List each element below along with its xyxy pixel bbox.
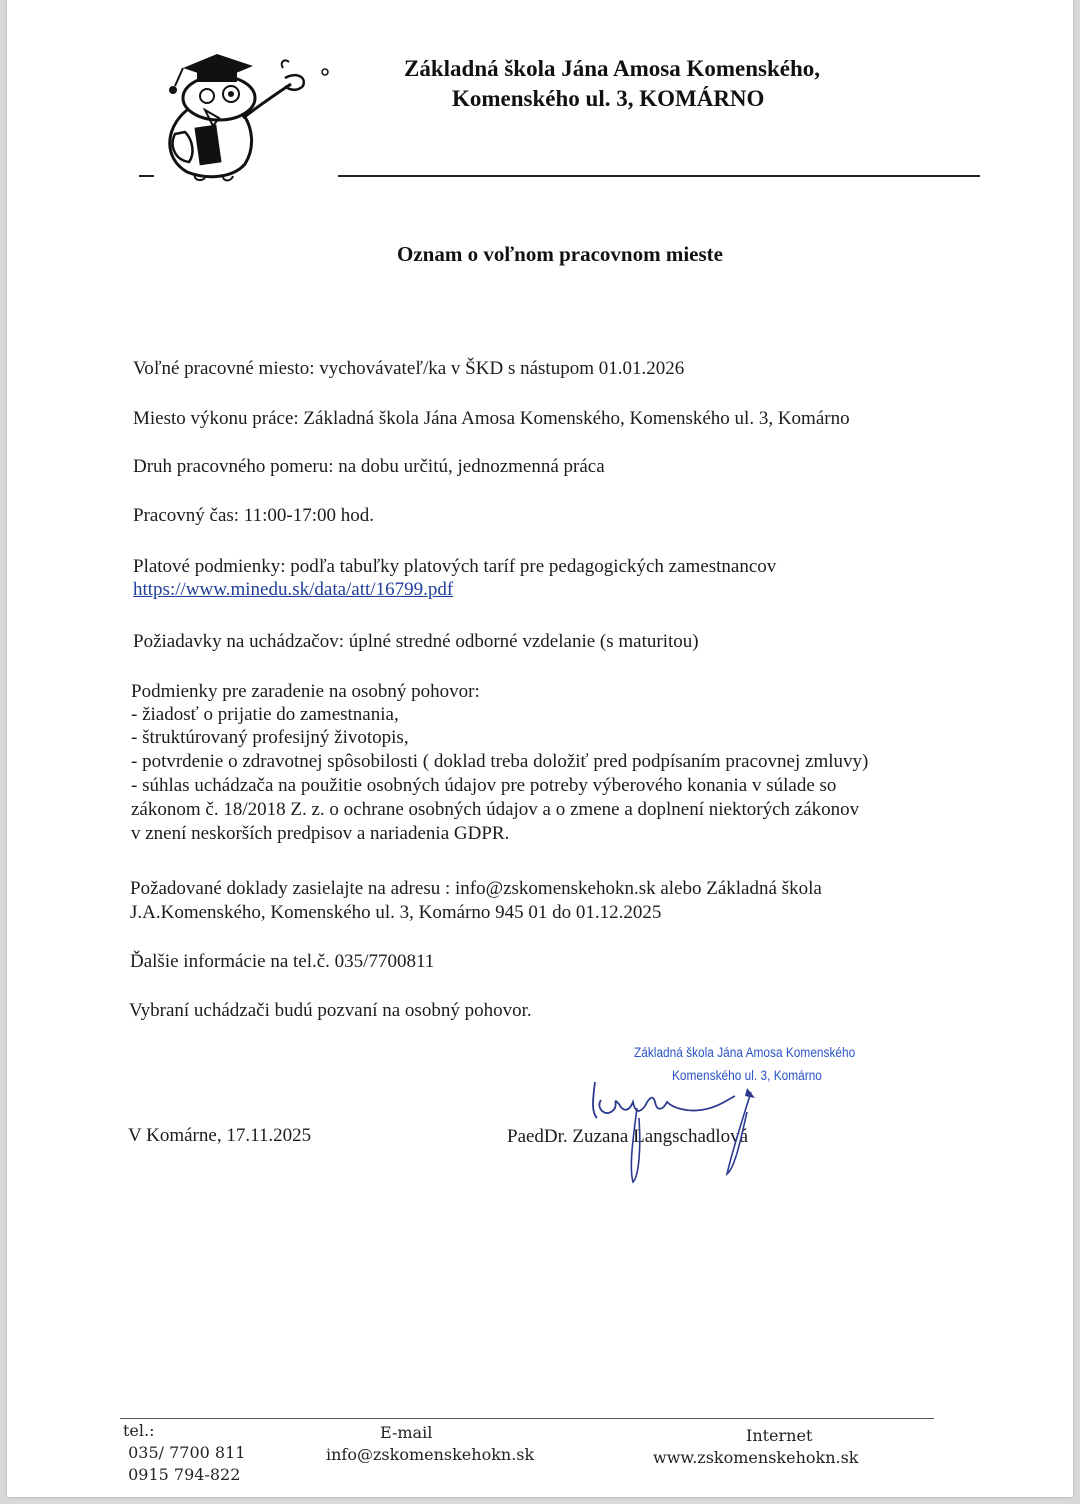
footer-website: www.zskomenskehokn.sk bbox=[653, 1448, 859, 1467]
interview-conditions-heading: Podmienky pre zaradenie na osobný pohovor: bbox=[131, 681, 480, 702]
salary-line: Platové podmienky: podľa tabuľky platových taríf pre pedagogických zamestnancov bbox=[133, 556, 777, 577]
interview-condition-item: - žiadosť o prijatie do zamestnania, bbox=[131, 704, 399, 725]
handwritten-signature-icon bbox=[567, 1078, 787, 1188]
interview-condition-item: - potvrdenie o zdravotnej spôsobilosti ( doklad treba doložiť pred podpísaním pracovnej zmluvy) bbox=[131, 751, 869, 772]
signatory-name: PaedDr. Zuzana Langschadlová bbox=[507, 1126, 749, 1147]
more-info-line: Ďalšie informácie na tel.č. 035/7700811 bbox=[130, 951, 435, 972]
school-address: Komenského ul. 3, KOMÁRNO bbox=[452, 86, 765, 111]
school-stamp-line-2: Komenského ul. 3, Komárno bbox=[672, 1068, 822, 1083]
position-line: Voľné pracovné miesto: vychovávateľ/ka v ŠKD s nástupom 01.01.2026 bbox=[133, 358, 685, 379]
footer-rule bbox=[120, 1418, 934, 1419]
document-page bbox=[7, 0, 1073, 1497]
school-name: Základná škola Jána Amosa Komenského, bbox=[404, 56, 821, 81]
documents-line-1: Požadované doklady zasielajte na adresu : info@zskomenskehokn.sk alebo Základná škola bbox=[130, 878, 822, 899]
workplace-line: Miesto výkonu práce: Základná škola Jána Amosa Komenského, Komenského ul. 3, Komárno bbox=[133, 408, 850, 429]
interview-condition-item: - štruktúrovaný profesijný životopis, bbox=[131, 727, 409, 748]
footer-internet-label: Internet bbox=[746, 1426, 813, 1445]
school-stamp-line-1: Základná škola Jána Amosa Komenského bbox=[634, 1045, 856, 1060]
selected-candidates-line: Vybraní uchádzači budú pozvaní na osobný pohovor. bbox=[129, 1000, 532, 1021]
requirements-line: Požiadavky na uchádzačov: úplné stredné odborné vzdelanie (s maturitou) bbox=[133, 631, 699, 652]
interview-condition-item: zákonom č. 18/2018 Z. z. o ochrane osobných údajov a o zmene a doplnení niektorých zákonov bbox=[131, 799, 860, 820]
place-and-date: V Komárne, 17.11.2025 bbox=[128, 1125, 312, 1146]
document-title: Oznam o voľnom pracovnom mieste bbox=[397, 242, 723, 266]
employment-type-line: Druh pracovného pomeru: na dobu určitú, jednozmenná práca bbox=[133, 456, 605, 477]
footer-tel-1: 035/ 7700 811 bbox=[123, 1443, 246, 1462]
salary-table-link[interactable]: https://www.minedu.sk/data/att/16799.pdf bbox=[133, 579, 454, 600]
working-hours-line: Pracovný čas: 11:00-17:00 hod. bbox=[133, 505, 374, 526]
owl-logo-icon bbox=[135, 48, 345, 183]
footer-email: info@zskomenskehokn.sk bbox=[326, 1445, 535, 1464]
header-rule-left bbox=[139, 175, 154, 177]
header-rule bbox=[338, 175, 980, 177]
documents-line-2: J.A.Komenského, Komenského ul. 3, Komárno 945 01 do 01.12.2025 bbox=[130, 902, 662, 923]
footer-tel-2: 0915 794-822 bbox=[123, 1465, 241, 1484]
interview-condition-item: - súhlas uchádzača na použitie osobných údajov pre potreby výberového konania v súlade so bbox=[131, 775, 837, 796]
footer-email-label: E-mail bbox=[380, 1423, 433, 1442]
footer-tel-label: tel.: bbox=[123, 1421, 155, 1440]
interview-condition-item: v znení neskorších predpisov a nariadenia GDPR. bbox=[131, 823, 510, 844]
